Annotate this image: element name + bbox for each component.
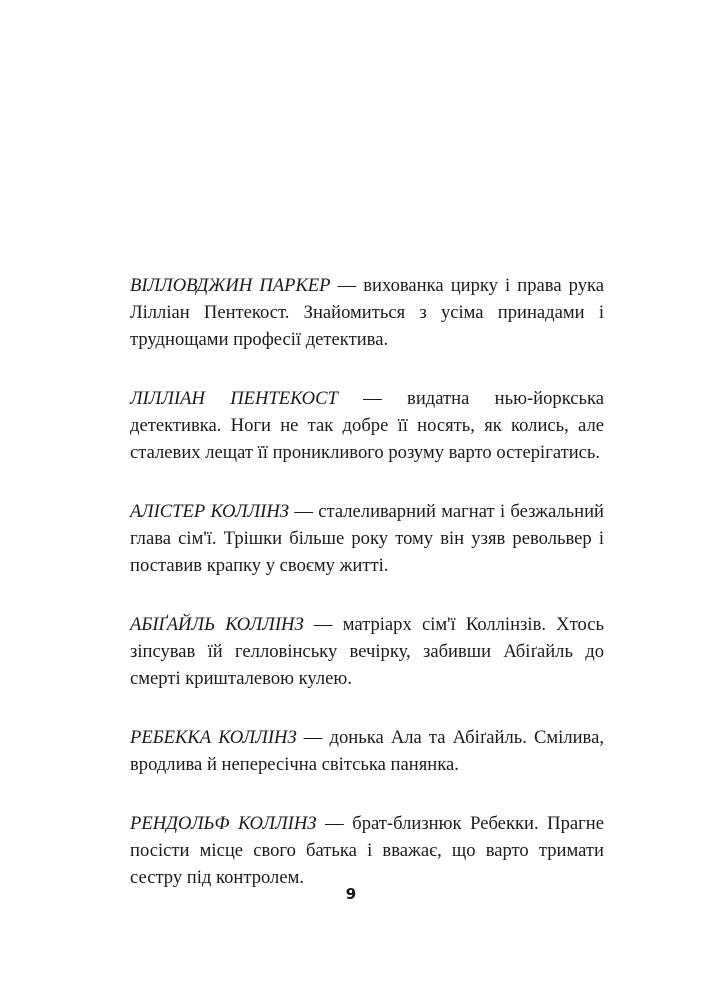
character-description: вихованка цирку і права рука Лілліан Пентекост. Знайомиться з усіма принадами і труднощами професії детектива. — [130, 275, 605, 350]
character-entry — [130, 498, 604, 579]
character-description: видатна нью-йоркська детективка. Ноги не так добре її носять, як колись, але сталевих лещат її проникливого розуму варто остерігатись. — [130, 388, 605, 463]
character-list — [130, 272, 604, 923]
character-entry — [130, 272, 604, 353]
character-name: РЕНДОЛЬФ КОЛЛІНЗ — [130, 813, 317, 834]
character-entry — [130, 385, 604, 466]
character-name: ЛІЛЛІАН ПЕНТЕКОСТ — [130, 388, 338, 409]
character-description: матріарх сім'ї Коллінзів. Хтось зіпсував їй гелловінську вечірку, забивши Абіґайль до смерті кришталевою кулею. — [130, 614, 604, 689]
character-description: донька Ала та Абіґайль. Смілива, вродлива й непересічна світська панянка. — [130, 727, 604, 775]
character-name: АБІҐАЙЛЬ КОЛЛІНЗ — [130, 614, 304, 635]
character-description: брат-близнюк Ребекки. Прагне посісти місце свого батька і вважає, що варто тримати сестру під контролем. — [130, 813, 604, 888]
character-description: сталеливарний магнат і безжальний глава сім'ї. Трішки більше року тому він узяв револьвер і поставив крапку у своєму житті. — [130, 501, 605, 576]
character-name: ВІЛЛОВДЖИН ПАРКЕР — [130, 275, 331, 296]
name-separator: — — [289, 501, 319, 522]
character-entry — [130, 810, 604, 891]
name-separator: — — [337, 388, 408, 409]
character-name: РЕБЕККА КОЛЛІНЗ — [130, 727, 297, 748]
page-number: 9 — [345, 885, 357, 903]
character-name: АЛІСТЕР КОЛЛІНЗ — [130, 501, 289, 522]
character-entry — [130, 724, 604, 778]
name-separator: — — [296, 727, 330, 748]
name-separator: — — [330, 275, 364, 296]
name-separator: — — [316, 813, 353, 834]
name-separator: — — [303, 614, 343, 635]
character-entry — [130, 611, 604, 692]
